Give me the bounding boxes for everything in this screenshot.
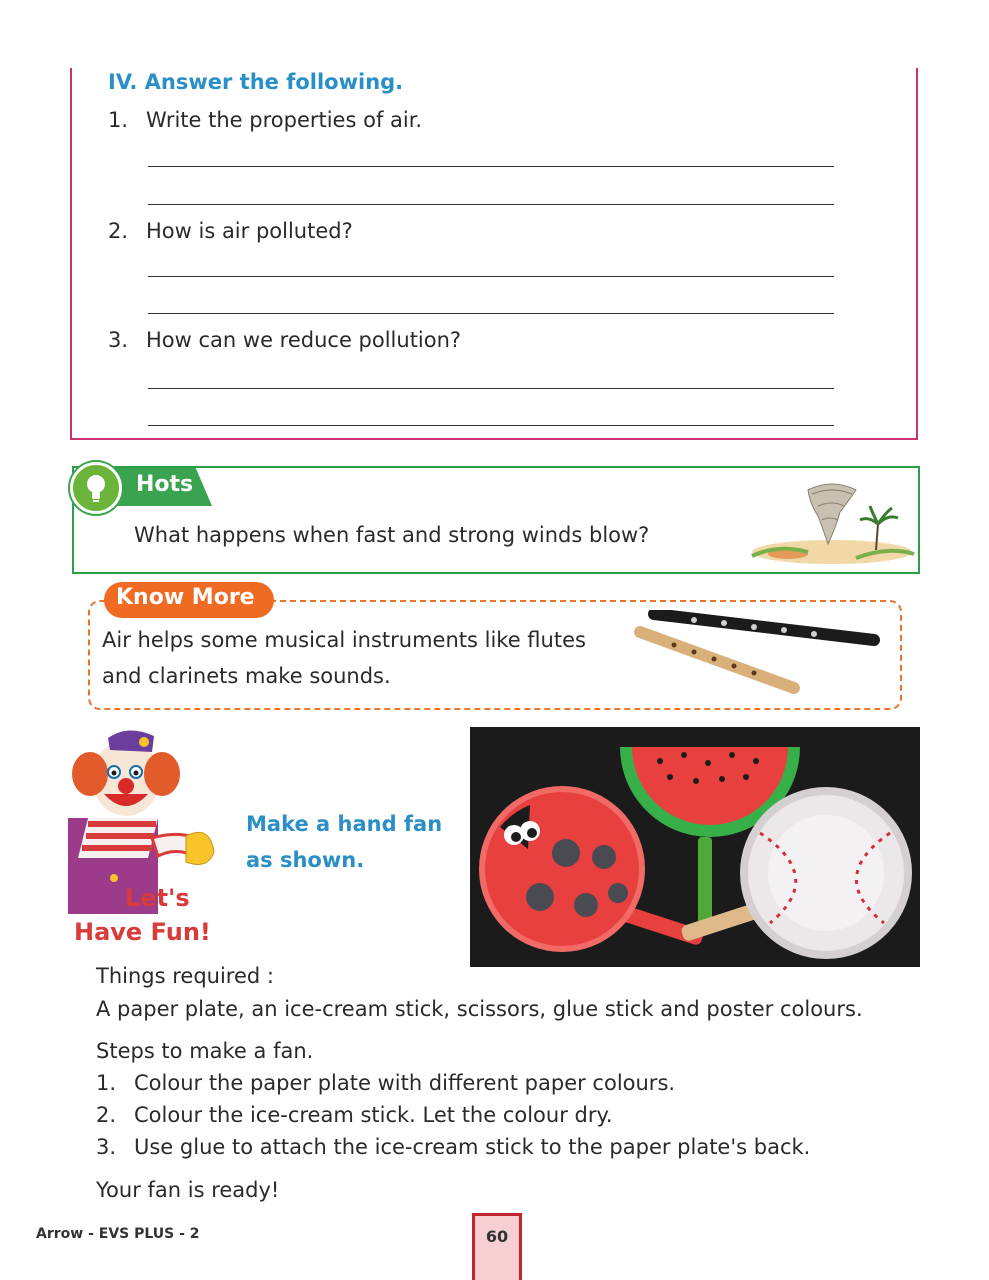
lets-label: Let's [125, 884, 190, 912]
things-required-list: A paper plate, an ice-cream stick, scissors, glue stick and poster colours. [96, 997, 863, 1021]
step-text: Colour the ice-cream stick. Let the colour dry. [134, 1103, 613, 1127]
step-number: 2. [96, 1103, 117, 1127]
question-number: 3. [108, 328, 129, 352]
things-required-heading: Things required : [96, 964, 274, 988]
flute-clarinet-illustration [634, 610, 884, 702]
know-more-text-2: and clarinets make sounds. [102, 664, 391, 688]
page-number: 60 [485, 1227, 509, 1246]
question-3 [108, 328, 461, 352]
have-fun-label: Have Fun! [74, 918, 211, 946]
step-1 [96, 1071, 675, 1095]
question-number: 1. [108, 108, 129, 132]
answer-line[interactable] [148, 166, 834, 167]
step-number: 1. [96, 1071, 117, 1095]
lightbulb-icon [70, 462, 122, 514]
step-2 [96, 1103, 613, 1127]
know-more-label: Know More [116, 585, 255, 610]
step-number: 3. [96, 1135, 117, 1159]
steps-heading: Steps to make a fan. [96, 1039, 314, 1063]
question-number: 2. [108, 219, 129, 243]
answer-line[interactable] [148, 276, 834, 277]
section-title: IV. Answer the following. [108, 70, 404, 94]
page-number-box [472, 1213, 522, 1280]
step-text: Colour the paper plate with different paper colours. [134, 1071, 676, 1095]
book-title-footer: Arrow - EVS PLUS - 2 [36, 1226, 200, 1242]
answer-line[interactable] [148, 313, 834, 314]
step-3 [96, 1135, 810, 1159]
know-more-text-1: Air helps some musical instruments like flutes [102, 628, 586, 652]
hots-question: What happens when fast and strong winds blow? [134, 523, 650, 547]
hots-label: Hots [136, 472, 194, 497]
question-2 [108, 219, 353, 243]
step-text: Use glue to attach the ice-cream stick to the paper plate's back. [134, 1135, 811, 1159]
question-text: How can we reduce pollution? [146, 328, 462, 352]
tornado-illustration [748, 472, 916, 568]
fan-instruction-1: Make a hand fan [246, 812, 443, 836]
fan-instruction-2: as shown. [246, 848, 365, 872]
answer-line[interactable] [148, 388, 834, 389]
answer-line[interactable] [148, 204, 834, 205]
closing-text: Your fan is ready! [96, 1178, 280, 1202]
answer-line[interactable] [148, 425, 834, 426]
question-1 [108, 108, 422, 132]
question-text: Write the properties of air. [146, 108, 423, 132]
paper-plate-fans-photo [470, 727, 920, 967]
question-text: How is air polluted? [146, 219, 353, 243]
